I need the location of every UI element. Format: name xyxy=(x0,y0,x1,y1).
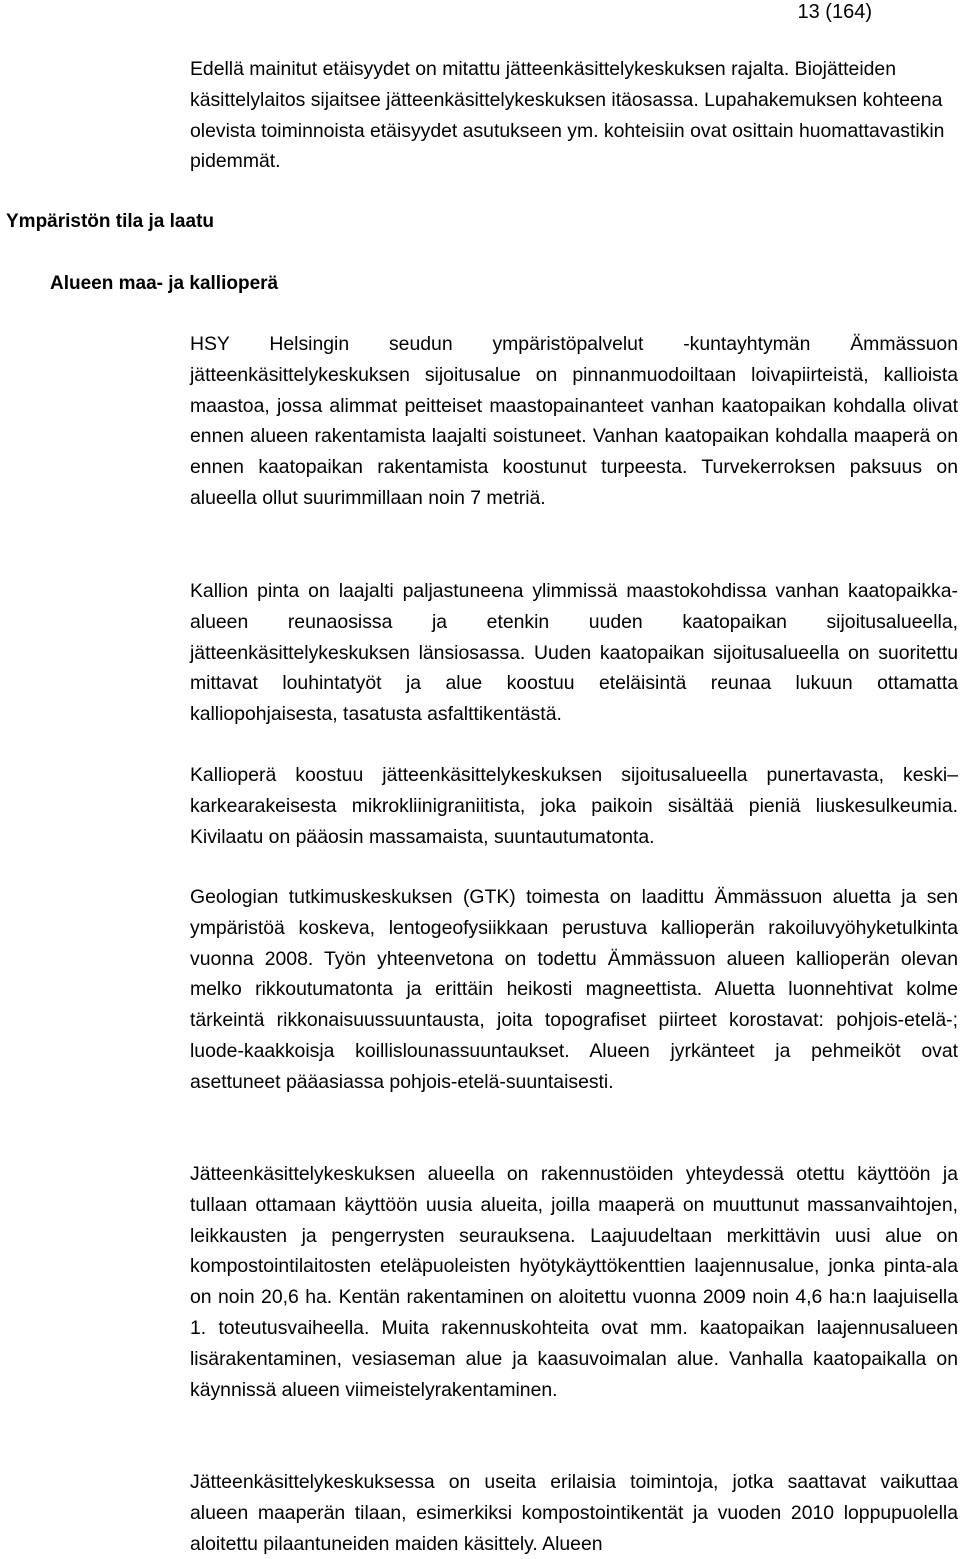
paragraph-text: Edellä mainitut etäisyydet on mitattu jätteenkäsittelykeskuksen rajalta. Biojätteiden käsittelylaitos sijaitsee jätteenkäsittelykeskuksen itäosassa. Lupahakemuksen kohteena olevista toiminnoista etäisyydet asutukseen ym. kohteisiin ovat osittain huomattavastikin pidemmät. xyxy=(190,58,945,173)
paragraph-text: Jätteenkäsittelykeskuksen alueella on rakennustöiden yhteydessä otettu käyttöön ja tullaan ottamaan käyttöön uusia alueita, joilla maaperä on muuttunut massanvaihtojen, leikkausten ja pengerrysten seurauksena. Laajuudeltaan merkittävin uusi alue on kompostointilaitosten eteläpuoleisten hyötykäyttökenttien laajennusalue, jonka pinta-ala on noin 20,6 ha. Kentän rakentaminen on aloitettu vuonna 2009 noin 4,6 ha:n laajuisella 1. toteutusvaiheella. Muita rakennuskohteita ovat mm. kaatopaikan laajennusalueen lisärakentaminen, vesiaseman alue ja kaasuvoimalan alue. Vanhalla kaatopaikalla on käynnissä alueen viimeistelyrakentaminen. xyxy=(190,1163,958,1401)
paragraph-text: Jätteenkäsittelykeskuksessa on useita erilaisia toimintoja, jotka saattavat vaikuttaa alueen maaperän tilaan, esimerkiksi kompostointikentät ja vuoden 2010 loppupuolella aloitettu pilaantuneiden maiden käsittely. Alueen xyxy=(190,1471,958,1555)
page-number: 13 (164) xyxy=(797,1,872,23)
paragraph-text: HSY Helsingin seudun ympäristöpalvelut -kuntayhtymän Ämmässuon jätteenkäsittelykeskuksen sijoitusalue on pinnanmuodoiltaan loivapiirteistä, kallioista maastoa, jossa alimmat peitteiset maastopainanteet vanhan kaatopaikan kohdalla olivat ennen alueen rakentamista laajalti soistuneet. Vanhan kaatopaikan kohdalla maaperä on ennen kaatopaikan rakentamista koostunut turpeesta. Turvekerroksen paksuus on alueella ollut suurimmillaan noin 7 metriä. xyxy=(190,333,958,509)
paragraph-text: Geologian tutkimuskeskuksen (GTK) toimesta on laadittu Ämmässuon aluetta ja sen ympäristöä koskeva, lentogeofysiikkaan perustuva kallioperän rakoiluvyöhyketulkinta vuonna 2008. Työn yhteenvetona on todettu Ämmässuon alueen kallioperän olevan melko rikkoutumatonta ja erittäin heikosti magneettista. Aluetta luonnehtivat kolme tärkeintä rikkonaisuussuuntausta, joita topografiset piirteet korostavat: pohjois-etelä-; luode-kaakkoisja koillislounassuuntaukset. Alueen jyrkänteet ja pehmeiköt ovat asettuneet pääasiassa pohjois-etelä-suuntaisesti. xyxy=(190,886,958,1093)
paragraph-4 xyxy=(190,882,958,1098)
paragraph-intro xyxy=(190,54,958,177)
paragraph-text: Kallion pinta on laajalti paljastuneena ylimmissä maastokohdissa vanhan kaatopaikka-alueen reunaosissa ja etenkin uuden kaatopaikan sijoitusalueella, jätteenkäsittelykeskuksen länsiosassa. Uuden kaatopaikan sijoitusalueella on suoritettu mittavat louhintatyöt ja alue koostuu eteläisintä reunaa lukuun ottamatta kalliopohjaisesta, tasatusta asfalttikentästä. xyxy=(190,580,958,726)
subsection-heading: Alueen maa- ja kallioperä xyxy=(50,273,279,294)
paragraph-text: Kallioperä koostuu jätteenkäsittelykeskuksen sijoitusalueella punertavasta, keski–karkearakeisesta mikrokliinigraniitista, joka paikoin sisältää pieniä liuskesulkeumia. Kivilaatu on pääosin massamaista, suuntautumatonta. xyxy=(190,764,958,848)
paragraph-5 xyxy=(190,1159,958,1405)
section-heading: Ympäristön tila ja laatu xyxy=(6,211,214,232)
paragraph-2 xyxy=(190,576,958,730)
paragraph-1 xyxy=(190,329,958,514)
paragraph-6 xyxy=(190,1467,958,1559)
paragraph-3 xyxy=(190,760,958,852)
